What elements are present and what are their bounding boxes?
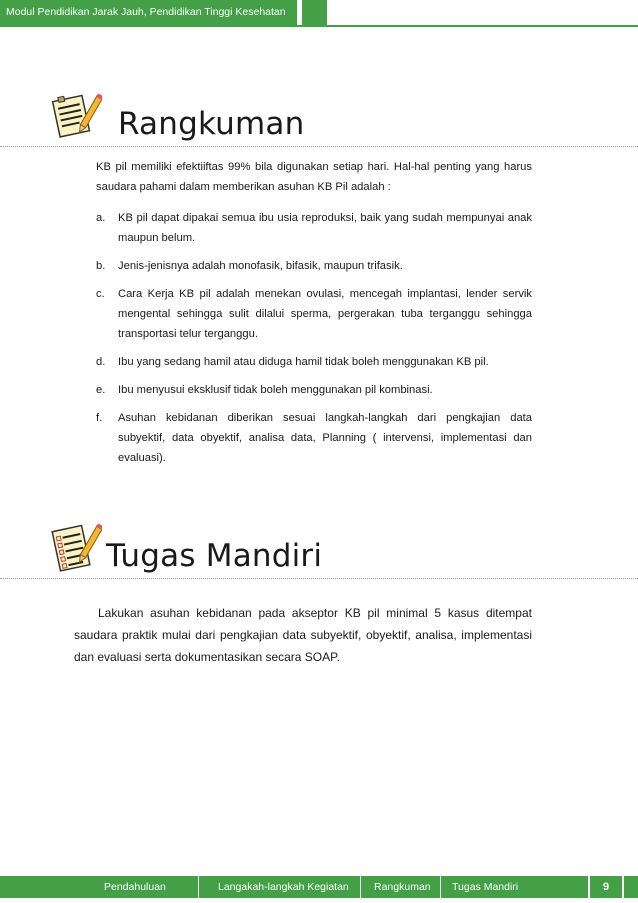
list-item-text: Ibu menyusui eksklusif tidak boleh menggunakan pil kombinasi. [118, 384, 433, 396]
list-item-text: KB pil dapat dipakai semua ibu usia reproduksi, baik yang sudah mempunyai anak maupun belum. [118, 212, 532, 244]
list-marker: d. [96, 356, 106, 368]
header-title: Modul Pendidikan Jarak Jauh, Pendidikan Tinggi Kesehatan [0, 0, 297, 25]
rangkuman-divider [0, 146, 638, 147]
list-item [96, 352, 532, 372]
notepad-pencil-icon [50, 90, 102, 147]
list-marker: b. [96, 260, 106, 272]
footer-item-rangkuman[interactable]: Rangkuman [374, 881, 431, 893]
footer-separator [440, 876, 441, 898]
rangkuman-intro: KB pil memiliki efektiiftas 99% bila digunakan setiap hari. Hal-hal penting yang harus saudara pahami dalam memberikan asuhan KB Pil adalah : [96, 161, 532, 193]
tugas-text-content: Lakukan asuhan kebidanan pada akseptor KB pil minimal 5 kasus ditempat saudara praktik mulai dari pengkajian data subyektif, obyektif, analisa, implementasi dan evaluasi serta dokumentasikan secara SOAP. [74, 606, 532, 664]
footer-item-pendahuluan[interactable]: Pendahuluan [104, 881, 166, 893]
footer-separator [360, 876, 361, 898]
checklist-pencil-icon [50, 520, 102, 581]
tugas-text [74, 602, 532, 668]
list-item-text: Ibu yang sedang hamil atau diduga hamil tidak boleh menggunakan KB pil. [118, 356, 489, 368]
list-item [96, 208, 532, 248]
list-marker: f. [96, 412, 103, 424]
header-rule [0, 25, 638, 27]
tugas-divider [0, 578, 638, 579]
footer-nav [0, 876, 638, 898]
list-marker: c. [96, 288, 105, 300]
list-item [96, 380, 532, 400]
list-item [96, 284, 532, 344]
page-number: 9 [588, 876, 624, 898]
list-marker: a. [96, 212, 106, 224]
rangkuman-title: Rangkuman [118, 106, 305, 142]
header-accent-box [302, 0, 327, 25]
footer-item-tugas-mandiri[interactable]: Tugas Mandiri [452, 881, 519, 893]
tugas-title: Tugas Mandiri [106, 538, 323, 574]
footer-item-langkah[interactable]: Langakah-langkah Kegiatan [218, 881, 349, 893]
rangkuman-list [96, 208, 532, 476]
footer-separator [198, 876, 199, 898]
list-item-text: Cara Kerja KB pil adalah menekan ovulasi, mencegah implantasi, lender servik mengental sehingga sulit dilalui sperma, pergerakan tuba terganggu sehingga transportasi telur terganggu. [118, 288, 532, 340]
list-item-text: Jenis-jenisnya adalah monofasik, bifasik, maupun trifasik. [118, 260, 403, 272]
list-item-text: Asuhan kebidanan diberikan sesuai langkah-langkah dari pengkajian data subyektif, data obyektif, analisa data, Planning ( intervensi, implementasi dan evaluasi). [118, 412, 532, 464]
list-item [96, 256, 532, 276]
list-marker: e. [96, 384, 106, 396]
list-item [96, 408, 532, 468]
